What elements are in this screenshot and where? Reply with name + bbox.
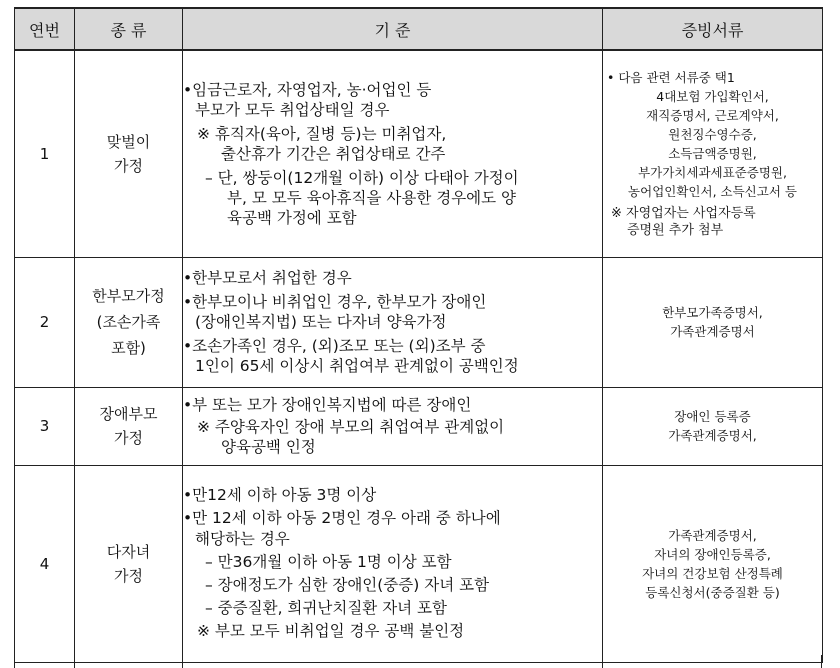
- childcare-criteria-table: [14, 7, 823, 663]
- criteria-line: (장애인복지법) 또는 다자녀 양육가정: [195, 313, 447, 331]
- header-row: [15, 8, 823, 50]
- docs-note: 증명원 추가 첨부: [627, 223, 724, 239]
- row-criteria: [183, 465, 603, 662]
- table-row: [15, 50, 823, 257]
- criteria-line: 1인이 65세 이상시 취업여부 관계없이 공백인정: [195, 357, 519, 375]
- header-docs: 증빙서류: [603, 8, 823, 50]
- row-criteria: [183, 387, 603, 465]
- row-docs: [603, 50, 823, 257]
- type-line: 맞벌이: [106, 132, 151, 151]
- type-line: 장애부모: [99, 405, 158, 423]
- table-row: [15, 257, 823, 387]
- criteria-line: •만12세 이하 아동 3명 이상: [183, 486, 377, 504]
- docs-item: 4대보험 가입확인서,: [656, 89, 769, 105]
- criteria-line: 해당하는 경우: [195, 530, 290, 548]
- type-line: 포함): [111, 339, 146, 357]
- type-line: 가정: [114, 156, 143, 175]
- row-criteria: [183, 50, 603, 257]
- header-type: 종 류: [75, 8, 183, 50]
- row-number: 1: [15, 50, 75, 257]
- type-line: 가정: [114, 429, 143, 447]
- criteria-dash: 부, 모 모두 육아휴직을 사용한 경우에도 양: [227, 188, 517, 207]
- row-number: 2: [15, 257, 75, 387]
- docs-item: 등록신청서(중증질환 등): [645, 584, 780, 600]
- docs-item: 재직증명서, 근로계약서,: [646, 108, 779, 124]
- row-docs: [603, 387, 823, 465]
- criteria-note: 양육공백 인정: [221, 438, 316, 456]
- criteria-line: •만 12세 이하 아동 2명인 경우 아래 중 하나에: [183, 509, 501, 527]
- docs-note: ※ 자영업자는 사업자등록: [611, 206, 756, 222]
- docs-item: 가족관계증명서,: [668, 428, 757, 443]
- criteria-dash: 육공백 가정에 포함: [227, 208, 357, 227]
- row-type: [75, 50, 183, 257]
- criteria-line: •한부모로서 취업한 경우: [183, 269, 352, 287]
- criteria-line: •부 또는 모가 장애인복지법에 따른 장애인: [183, 396, 472, 414]
- docs-item: 자녀의 건강보험 산정특례: [642, 565, 783, 581]
- row-number: 4: [15, 465, 75, 662]
- cutoff-next-row: [14, 655, 822, 668]
- docs-item: 장애인 등록증: [674, 409, 751, 424]
- docs-item: 자녀의 장애인등록증,: [654, 546, 771, 562]
- criteria-note: ※ 부모 모두 비취업일 경우 공백 불인정: [197, 622, 465, 640]
- criteria-line: 부모가 모두 취업상태일 경우: [195, 100, 390, 119]
- row-number: 3: [15, 387, 75, 465]
- docs-head: • 다음 관련 서류중 택1: [607, 70, 735, 86]
- table-row: [15, 387, 823, 465]
- criteria-dash: – 단, 쌍둥이(12개월 이하) 이상 다태아 가정이: [205, 168, 519, 187]
- criteria-line: •임금근로자, 자영업자, 농·어업인 등: [183, 80, 432, 99]
- header-criteria: 기 준: [183, 8, 603, 50]
- row-type: [75, 257, 183, 387]
- criteria-note: ※ 주양육자인 장애 부모의 취업여부 관계없이: [197, 418, 505, 436]
- docs-item: 부가가치세과세표준증명원,: [638, 165, 787, 181]
- divider: [821, 655, 822, 668]
- type-line: (조손가족: [96, 313, 161, 331]
- criteria-note: ※ 휴직자(육아, 질병 등)는 미취업자,: [197, 124, 447, 143]
- docs-item: 가족관계증명서: [670, 324, 755, 339]
- row-type: [75, 465, 183, 662]
- type-line: 가정: [114, 566, 143, 585]
- criteria-line: •한부모이나 비취업인 경우, 한부모가 장애인: [183, 293, 487, 311]
- docs-item: 농어업인확인서, 소득신고서 등: [628, 184, 797, 200]
- divider: [182, 655, 183, 668]
- criteria-dash: – 장애정도가 심한 장애인(중증) 자녀 포함: [205, 576, 490, 594]
- header-no: 연번: [15, 8, 75, 50]
- row-criteria: [183, 257, 603, 387]
- divider: [74, 655, 75, 668]
- table-row: [15, 465, 823, 662]
- divider: [602, 655, 603, 668]
- criteria-dash: – 만36개월 이하 아동 1명 이상 포함: [205, 553, 452, 571]
- type-line: 다자녀: [106, 542, 151, 561]
- criteria-line: •조손가족인 경우, (외)조모 또는 (외)조부 중: [183, 337, 486, 355]
- criteria-note: 출산휴가 기간은 취업상태로 간주: [221, 144, 446, 163]
- docs-item: 소득금액증명원,: [668, 146, 757, 162]
- docs-item: 가족관계증명서,: [668, 527, 757, 543]
- type-line: 한부모가정: [92, 287, 165, 305]
- criteria-dash: – 중증질환, 희귀난치질환 자녀 포함: [205, 599, 448, 617]
- docs-item: 한부모가족증명서,: [662, 305, 763, 320]
- row-docs: [603, 257, 823, 387]
- row-type: [75, 387, 183, 465]
- row-docs: [603, 465, 823, 662]
- docs-item: 원천징수영수증,: [668, 127, 757, 143]
- divider: [14, 655, 15, 668]
